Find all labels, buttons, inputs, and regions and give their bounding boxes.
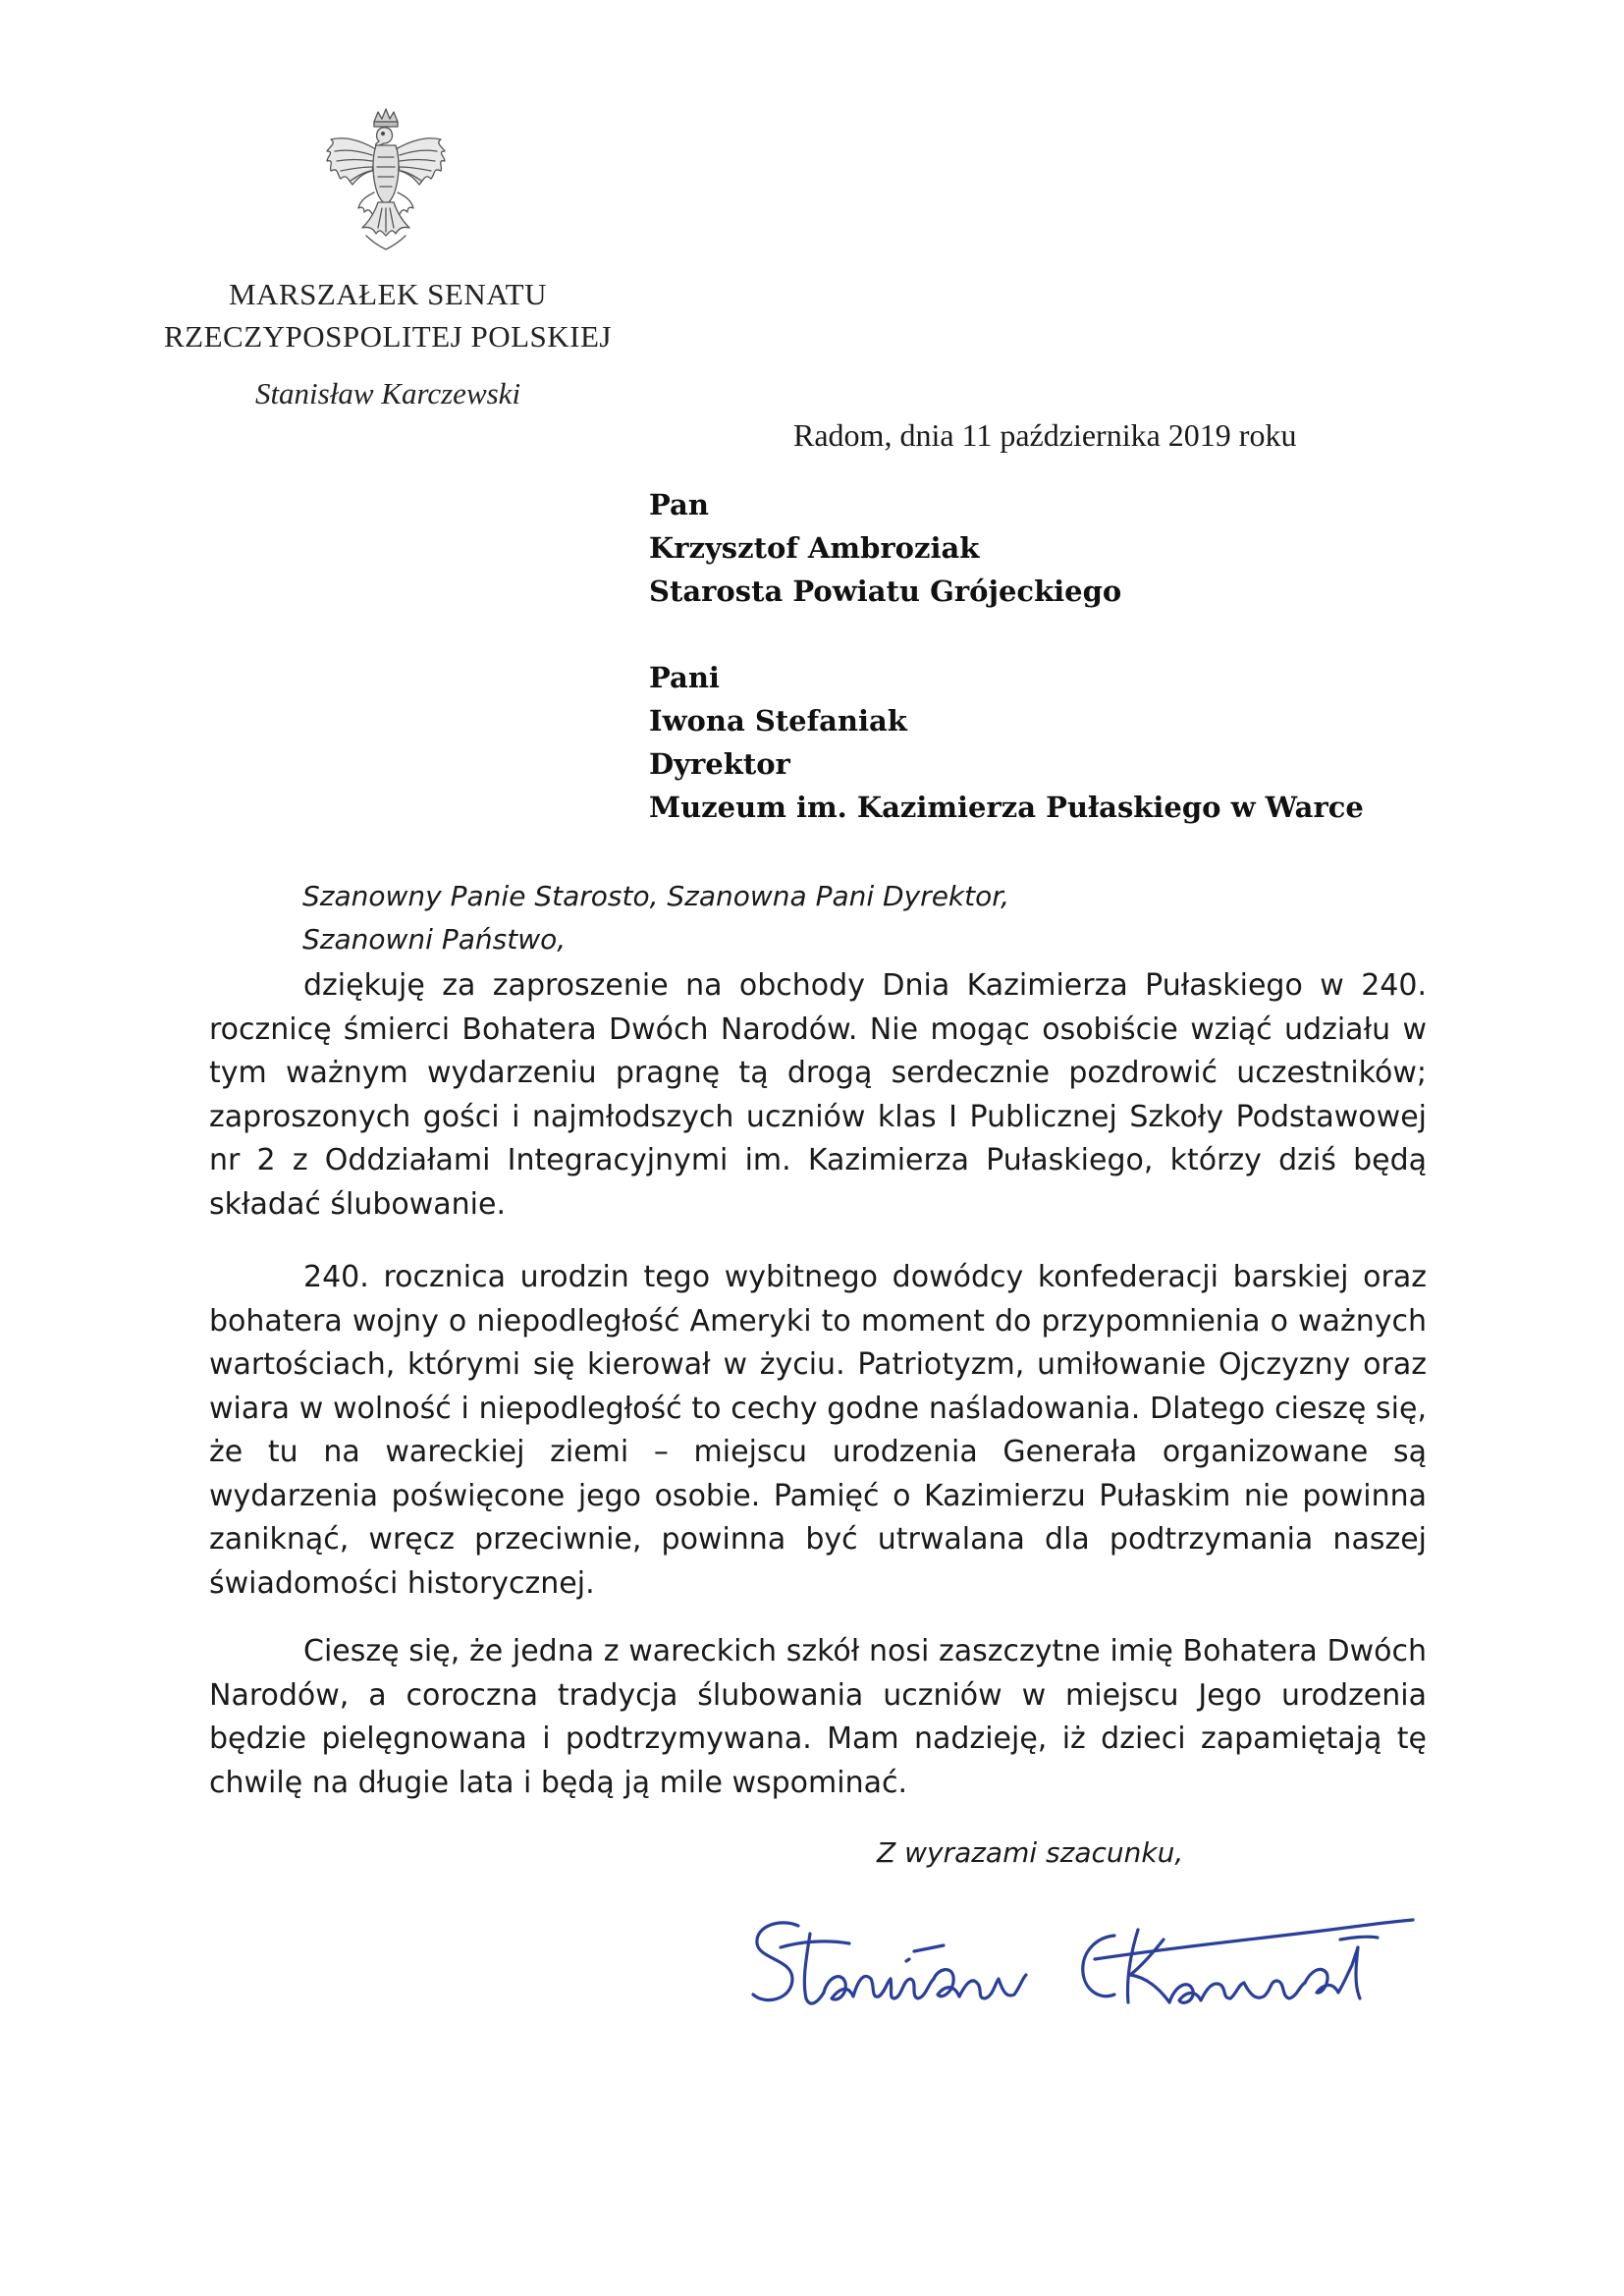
salutation-line-1: Szanowny Panie Starosto, Szanowna Pani Dyrektor, [302,880,1010,912]
letterhead-office-line-2: RZECZYPOSPOLITEJ POLSKIEJ [163,319,612,354]
recipient-block-2 [649,657,1364,830]
recipient-2-name: Iwona Stefaniak [649,704,907,738]
closing-phrase: Z wyrazami szacunku, [877,1836,1184,1869]
body-paragraph-3-block [209,1630,1427,1805]
recipient-1-title: Pan [649,488,709,521]
body-paragraph-2: 240. rocznica urodzin tego wybitnego dowódcy konfederacji barskiej oraz bohatera wojny o niepodległość Ameryki to moment do przypomnienia o ważnych wartościach, którymi się kierował w życiu. Patriotyzm, umiłowanie Ojczyzny oraz wiara w wolność i niepodległość to cechy godne naśladowania. Dlatego cieszę się, że tu na wareckiej ziemi – miejscu urodzenia Generała organizowane są wydarzenia poświęcone jego osobie. Pamięć o Kazimierzu Pułaskim nie powinna zaniknąć, wręcz przeciwnie, powinna być utrwalana dla podtrzymania naszej świadomości historycznej. [209,1260,1427,1601]
recipient-block-1 [649,484,1121,614]
recipient-1-name: Krzysztof Ambroziak [649,531,980,565]
recipient-1-position: Starosta Powiatu Grójeckiego [649,574,1122,608]
recipient-2-institution: Muzeum im. Kazimierza Pułaskiego w Warce [649,791,1364,824]
salutation-line-2: Szanowni Państwo, [302,923,567,956]
letterhead-name: Stanisław Karczewski [254,376,521,410]
letter-date: Radom, dnia 11 października 2019 roku [793,417,1297,453]
polish-eagle-emblem-icon [317,106,455,253]
recipient-2-position: Dyrektor [649,747,790,781]
body-paragraph-3: Cieszę się, że jedna z wareckich szkół nosi zaszczytne imię Bohatera Dwóch Narodów, a coroczna tradycja ślubowania uczniów w miejscu Jego urodzenia będzie pielęgnowana i podtrzymywana. Mam nadzieję, iż dzieci zapamiętają tę chwilę na długie lata i będą ją mile wspominać. [209,1634,1427,1800]
handwritten-signature-icon [741,1900,1419,2028]
body-paragraph-2-block [209,1256,1427,1606]
letterhead-office-line-1: MARSZAŁEK SENATU [228,277,548,311]
body-paragraph-1-block [209,964,1427,1227]
recipient-2-title: Pani [649,661,720,694]
body-paragraph-1: dziękuję za zaproszenie na obchody Dnia Kazimierza Pułaskiego w 240. rocznicę śmierci Bohatera Dwóch Narodów. Nie mogąc osobiście wziąć udziału w tym ważnym wydarzeniu pragnę tą drogą serdecznie pozdrowić uczestników; zaproszonych gości i najmłodszych uczniów klas I Publicznej Szkoły Podstawowej nr 2 z Oddziałami Integracyjnymi im. Kazimierza Pułaskiego, którzy dziś będą składać ślubowanie. [209,968,1427,1222]
